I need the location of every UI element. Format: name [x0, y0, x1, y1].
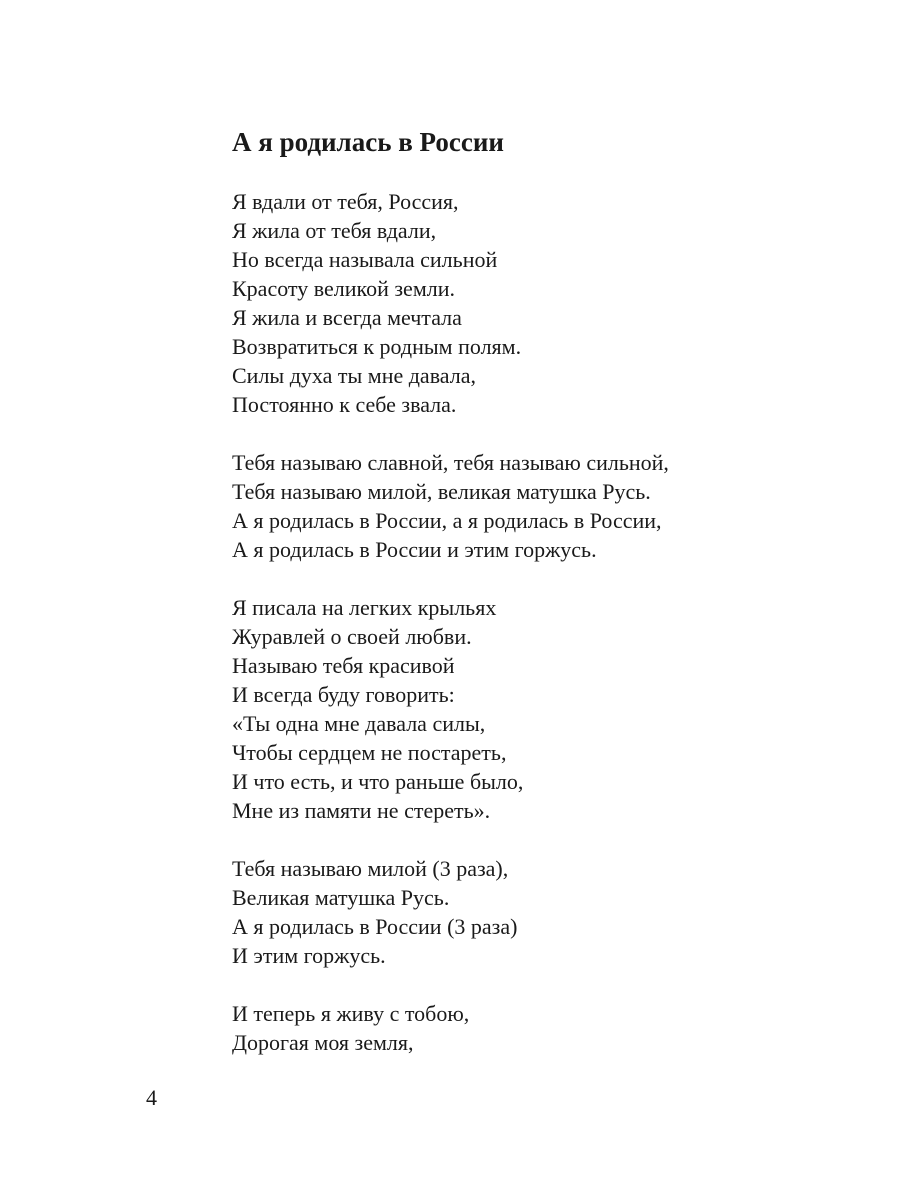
poem-line: Чтобы сердцем не постареть, — [232, 740, 507, 765]
poem-line: И всегда буду говорить: — [232, 682, 455, 707]
poem-line: Я жила и всегда мечтала — [232, 305, 462, 330]
poem-line: Я писала на легких крыльях — [232, 595, 497, 620]
stanza-5 — [232, 999, 852, 1057]
poem-line: Я вдали от тебя, Россия, — [232, 189, 459, 214]
poem-line: Называю тебя красивой — [232, 653, 455, 678]
poem-line: «Ты одна мне давала силы, — [232, 711, 486, 736]
poem-line: Тебя называю славной, тебя называю сильной, — [232, 450, 669, 475]
poem-line: Но всегда называла сильной — [232, 247, 498, 272]
poem-line: Тебя называю милой, великая матушка Русь. — [232, 479, 651, 504]
stanza-1 — [232, 187, 852, 419]
poem-line: Тебя называю милой (3 раза), — [232, 856, 509, 881]
poem-line: Дорогая моя земля, — [232, 1030, 414, 1055]
page-number: 4 — [146, 1085, 157, 1110]
stanza-2-chorus — [232, 448, 852, 564]
stanza-3 — [232, 593, 852, 825]
poem-line: А я родилась в России, а я родилась в России, — [232, 508, 662, 533]
poem-line: И теперь я живу с тобою, — [232, 1001, 470, 1026]
poem-line: Силы духа ты мне давала, — [232, 363, 476, 388]
poem-line: Постоянно к себе звала. — [232, 392, 457, 417]
poem-line: Журавлей о своей любви. — [232, 624, 472, 649]
poem-line: А я родилась в России и этим горжусь. — [232, 537, 597, 562]
poem-line: Красоту великой земли. — [232, 276, 455, 301]
poem-line: И что есть, и что раньше было, — [232, 769, 524, 794]
poem-line: Я жила от тебя вдали, — [232, 218, 437, 243]
poem-line: Великая матушка Русь. — [232, 885, 450, 910]
poem-title: А я родилась в России — [232, 127, 504, 157]
poem-line: А я родилась в России (3 раза) — [232, 914, 518, 939]
poem-line: И этим горжусь. — [232, 943, 386, 968]
poem-line: Мне из памяти не стереть». — [232, 798, 491, 823]
poem-line: Возвратиться к родным полям. — [232, 334, 522, 359]
poem-body — [232, 187, 852, 1086]
stanza-4-chorus — [232, 854, 852, 970]
